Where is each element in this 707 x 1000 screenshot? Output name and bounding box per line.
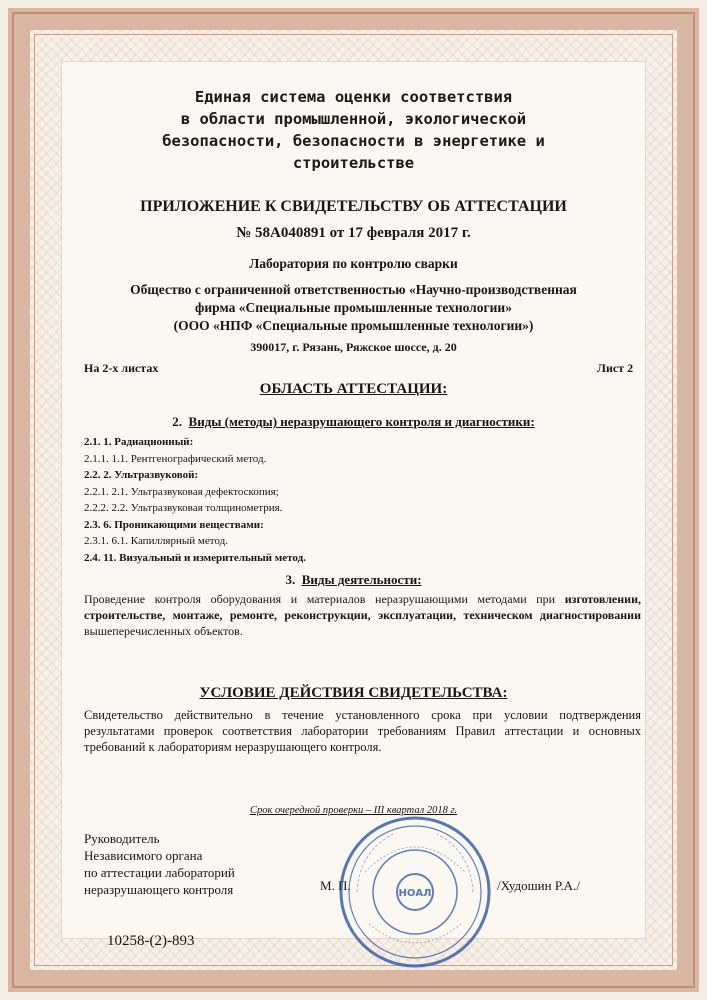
system-header	[0, 86, 707, 174]
org-line: фирма «Специальные промышленные технологии»	[195, 300, 512, 315]
method-item: 2.3. 6. Проникающими веществами:	[84, 518, 264, 531]
lab-name: Лаборатория по контролю сварки	[249, 256, 458, 271]
role-line: неразрушающего контроля	[84, 882, 234, 897]
methods-heading	[0, 414, 707, 430]
system-line: безопасности, безопасности в энергетике и	[162, 132, 545, 150]
methods-title: Виды (методы) неразрушающего контроля и диагностики:	[188, 414, 535, 429]
organization-name	[0, 281, 707, 335]
signatory-name: /Худошин Р.А./	[497, 878, 580, 893]
address: 390017, г. Рязань, Ряжское шоссе, д. 20	[250, 340, 457, 354]
stamp-center-text: НОАЛ	[398, 888, 432, 899]
role-line: по аттестации лабораторий	[84, 865, 235, 880]
method-item: 2.1.1. 1.1. Рентгенографический метод.	[84, 452, 267, 465]
activity-pre: Проведение контроля оборудования и материалов неразрушающими методами при	[84, 592, 556, 606]
sheet-number: Лист 2	[597, 361, 634, 375]
scope-title: ОБЛАСТЬ АТТЕСТАЦИИ:	[259, 381, 448, 397]
role-line: Независимого органа	[84, 848, 203, 863]
method-item: 2.3.1. 6.1. Капиллярный метод.	[84, 535, 228, 547]
activity-title: Виды деятельности:	[301, 572, 422, 587]
system-line: строительстве	[292, 154, 415, 172]
organ-stamp	[335, 812, 495, 972]
method-item: 2.2.1. 2.1. Ультразвуковая дефектоскопия;	[84, 485, 279, 498]
activity-number: 3.	[285, 572, 296, 587]
activity-heading	[0, 572, 707, 588]
org-line: Общество с ограниченной ответственностью «Научно-производственная	[130, 282, 577, 297]
system-line: в области промышленной, экологической	[180, 110, 527, 128]
next-check-note: Срок очередной проверки – III квартал 2018 г.	[249, 805, 458, 816]
activity-post: вышеперечисленных объектов.	[84, 624, 243, 638]
certificate-title: ПРИЛОЖЕНИЕ К СВИДЕТЕЛЬСТВУ ОБ АТТЕСТАЦИИ	[140, 198, 567, 215]
activity-text	[84, 591, 641, 639]
validity-title: УСЛОВИЕ ДЕЙСТВИЯ СВИДЕТЕЛЬСТВА:	[199, 685, 508, 701]
role-line: Руководитель	[84, 831, 160, 846]
method-item: 2.4. 11. Визуальный и измерительный метод.	[84, 551, 306, 564]
registration-number: 10258-(2)-893	[107, 933, 195, 949]
sheets-count: На 2-х листах	[84, 361, 159, 375]
validity-text: Свидетельство действительно в течение установленного срока при условии подтверждения результатами проверок соответствия лаборатории требованиям Правил аттестации и основных требований к лабораториям неразрушающего контроля.	[84, 708, 641, 754]
system-line: Единая система оценки соответствия	[194, 88, 513, 106]
seal-place-label: М. П.	[320, 878, 351, 893]
methods-number: 2.	[172, 414, 183, 429]
certificate-number: № 58А040891 от 17 февраля 2017 г.	[236, 225, 471, 241]
org-line: (ООО «НПФ «Специальные промышленные технологии»)	[173, 318, 534, 333]
method-item: 2.2.2. 2.2. Ультразвуковая толщинометрия.	[84, 502, 283, 514]
activity-bold: изготовлении, строительстве, монтаже, ремонте, реконструкции, эксплуатации, техническом диагностировании	[84, 592, 641, 622]
method-item: 2.1. 1. Радиационный:	[84, 436, 194, 448]
signatory-role	[84, 830, 235, 898]
method-item: 2.2. 2. Ультразвуковой:	[84, 469, 199, 481]
